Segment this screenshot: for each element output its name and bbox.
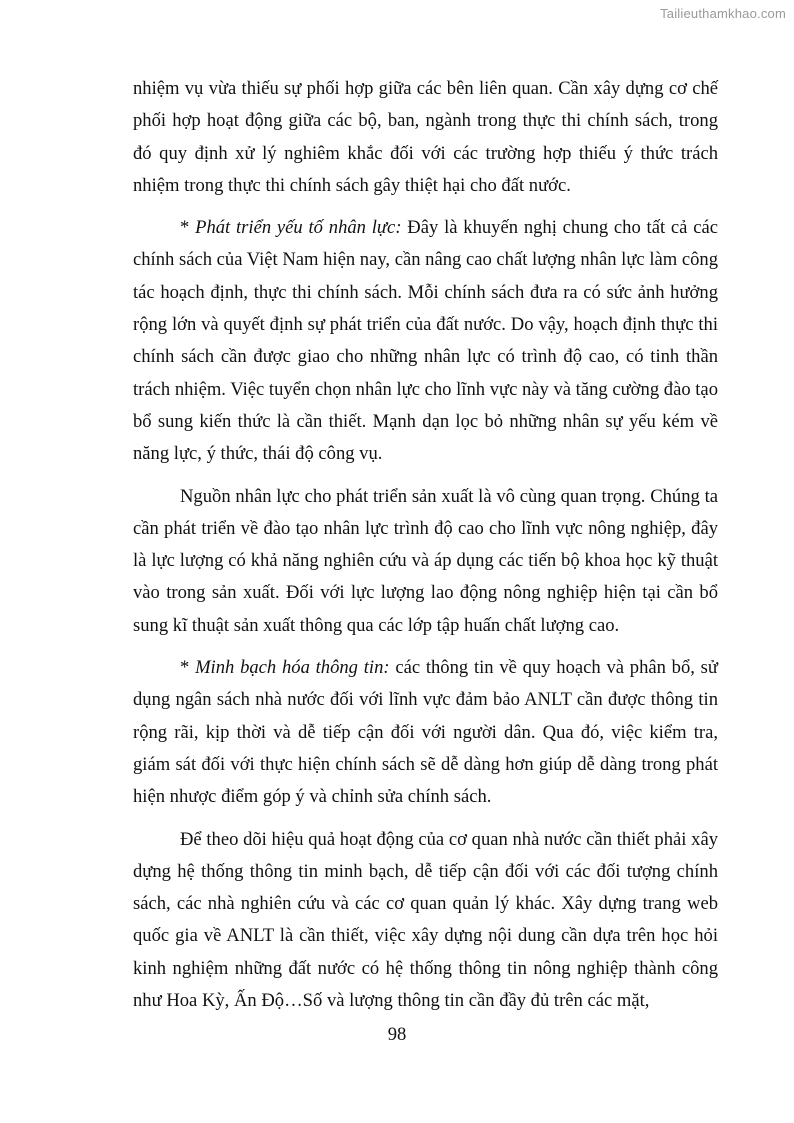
paragraph-human-resources	[133, 212, 718, 470]
watermark-text: Tailieuthamkhao.com	[660, 6, 786, 21]
bullet-marker: *	[180, 657, 196, 679]
paragraph-text: nhiệm vụ vừa thiếu sự phối hợp giữa các bên liên quan. Cần xây dựng cơ chế phối hợp hoạt động giữa các bộ, ban, ngành trong thực thi chính sách, trong đó quy định xử lý nghiêm khắc đối với các trường hợp thiếu ý thức trách nhiệm trong thực thi chính sách gây thiệt hại cho đất nước.	[133, 78, 718, 196]
page-body	[133, 73, 718, 1027]
paragraph-information-transparency	[133, 652, 718, 813]
paragraph-text: Đây là khuyến nghị chung cho tất cả các chính sách của Việt Nam hiện nay, cần nâng cao chất lượng nhân lực làm công tác hoạch định, thực thi chính sách. Mỗi chính sách đưa ra có sức ảnh hưởng rộng lớn và quyết định sự phát triển của đất nước. Do vậy, hoạch định thực thi chính sách cần được giao cho những nhân lực có trình độ cao, có tinh thần trách nhiệm. Việc tuyển chọn nhân lực cho lĩnh vực này và tăng cường đào tạo bổ sung kiến thức là cần thiết. Mạnh dạn lọc bỏ những nhân sự yếu kém về năng lực, ý thức, thái độ công vụ.	[133, 217, 718, 465]
bullet-marker: *	[180, 217, 196, 239]
paragraph-production-workforce	[133, 481, 718, 642]
paragraph-information-system	[133, 824, 718, 1018]
section-heading-human-resources: Phát triển yếu tố nhân lực:	[195, 217, 402, 239]
section-heading-information-transparency: Minh bạch hóa thông tin:	[195, 657, 390, 679]
paragraph-text: các thông tin về quy hoạch và phân bổ, sử dụng ngân sách nhà nước đối với lĩnh vực đảm bảo ANLT cần được thông tin rộng rãi, kịp thời và dễ tiếp cận đối với người dân. Qua đó, việc kiểm tra, giám sát đối với thực hiện chính sách sẽ dễ dàng hơn giúp dễ dàng trong phát hiện nhược điểm góp ý và chỉnh sửa chính sách.	[133, 657, 718, 808]
paragraph-continuation	[133, 73, 718, 202]
paragraph-text: Nguồn nhân lực cho phát triển sản xuất là vô cùng quan trọng. Chúng ta cần phát triển về đào tạo nhân lực trình độ cao cho lĩnh vực nông nghiệp, đây là lực lượng có khả năng nghiên cứu và áp dụng các tiến bộ khoa học kỹ thuật vào trong sản xuất. Đối với lực lượng lao động nông nghiệp hiện tại cần bổ sung kĩ thuật sản xuất thông qua các lớp tập huấn chất lượng cao.	[133, 485, 718, 636]
page-number: 98	[387, 1024, 407, 1045]
paragraph-text: Để theo dõi hiệu quả hoạt động của cơ quan nhà nước cần thiết phải xây dựng hệ thống thông tin minh bạch, dễ tiếp cận đối với các đối tượng chính sách, các nhà nghiên cứu và các cơ quan quản lý khác. Xây dựng trang web quốc gia về ANLT là cần thiết, việc xây dựng nội dung cần dựa trên học hỏi kinh nghiệm những đất nước có hệ thống thông tin nông nghiệp thành công như Hoa Kỳ, Ấn Độ…Số và lượng thông tin cần đầy đủ trên các mặt,	[133, 828, 718, 1012]
